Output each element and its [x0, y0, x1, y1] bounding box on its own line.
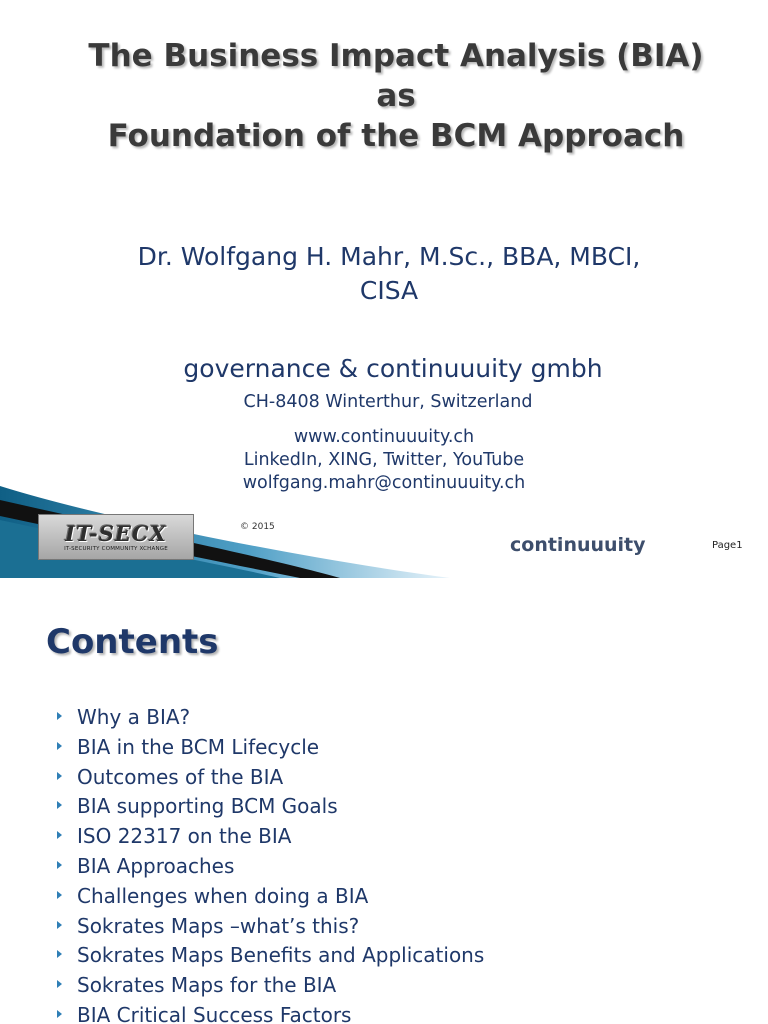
brand-logo-text: continuuuity — [510, 534, 646, 556]
list-item — [0, 732, 768, 762]
company-address: CH-8408 Winterthur, Switzerland — [243, 392, 533, 412]
author-line: Dr. Wolfgang H. Mahr, M.Sc., BBA, MBCI, — [137, 242, 641, 271]
list-item — [0, 1000, 768, 1024]
triangle-bullet-icon — [57, 801, 62, 809]
list-item-label: BIA in the BCM Lifecycle — [77, 734, 320, 759]
list-item-label: BIA Critical Success Factors — [77, 1002, 352, 1024]
title-line: Foundation of the BCM Approach — [107, 118, 685, 154]
author-name — [0, 240, 768, 308]
triangle-bullet-icon — [57, 831, 62, 839]
contents-heading: Contents — [46, 622, 219, 662]
table-of-contents — [0, 702, 768, 1024]
logo-tagline: IT-SECURITY COMMUNITY XCHANGE — [64, 545, 168, 552]
list-item-label: Outcomes of the BIA — [77, 764, 284, 789]
triangle-bullet-icon — [57, 712, 62, 720]
triangle-bullet-icon — [57, 1010, 62, 1018]
social-networks: LinkedIn, XING, Twitter, YouTube — [243, 450, 525, 470]
triangle-bullet-icon — [57, 950, 62, 958]
presentation-title — [0, 36, 768, 156]
list-item-label: BIA Approaches — [77, 853, 235, 878]
list-item — [0, 851, 768, 881]
list-item — [0, 911, 768, 941]
triangle-bullet-icon — [57, 742, 62, 750]
list-item — [0, 970, 768, 1000]
list-item — [0, 940, 768, 970]
company-name: governance & continuuuity gmbh — [183, 354, 603, 383]
title-line: as — [376, 78, 416, 114]
list-item-label: Why a BIA? — [77, 705, 191, 729]
author-line: CISA — [359, 276, 419, 305]
list-item-label: Sokrates Maps for the BIA — [77, 973, 337, 998]
page-number: Page1 — [712, 540, 743, 551]
title-line: The Business Impact Analysis (BIA) — [88, 38, 704, 74]
email-link[interactable]: wolfgang.mahr@continuuuity.ch — [242, 473, 526, 493]
list-item-label: Sokrates Maps Benefits and Applications — [77, 943, 485, 968]
list-item — [0, 702, 768, 732]
contents-slide — [0, 578, 768, 1024]
list-item-label: ISO 22317 on the BIA — [77, 824, 292, 849]
list-item — [0, 791, 768, 821]
logo-wordmark: IT-SECX — [65, 520, 167, 546]
triangle-bullet-icon — [57, 980, 62, 988]
triangle-bullet-icon — [57, 891, 62, 899]
copyright-notice: © 2015 — [240, 522, 275, 532]
list-item — [0, 762, 768, 792]
website-link[interactable]: www.continuuuity.ch — [293, 427, 475, 447]
triangle-bullet-icon — [57, 921, 62, 929]
list-item-label: BIA supporting BCM Goals — [77, 794, 338, 819]
itsecx-logo — [38, 514, 194, 560]
list-item-label: Challenges when doing a BIA — [77, 883, 369, 908]
list-item-label: Sokrates Maps –what’s this? — [77, 913, 360, 938]
list-item — [0, 881, 768, 911]
triangle-bullet-icon — [57, 861, 62, 869]
triangle-bullet-icon — [57, 772, 62, 780]
list-item — [0, 821, 768, 851]
